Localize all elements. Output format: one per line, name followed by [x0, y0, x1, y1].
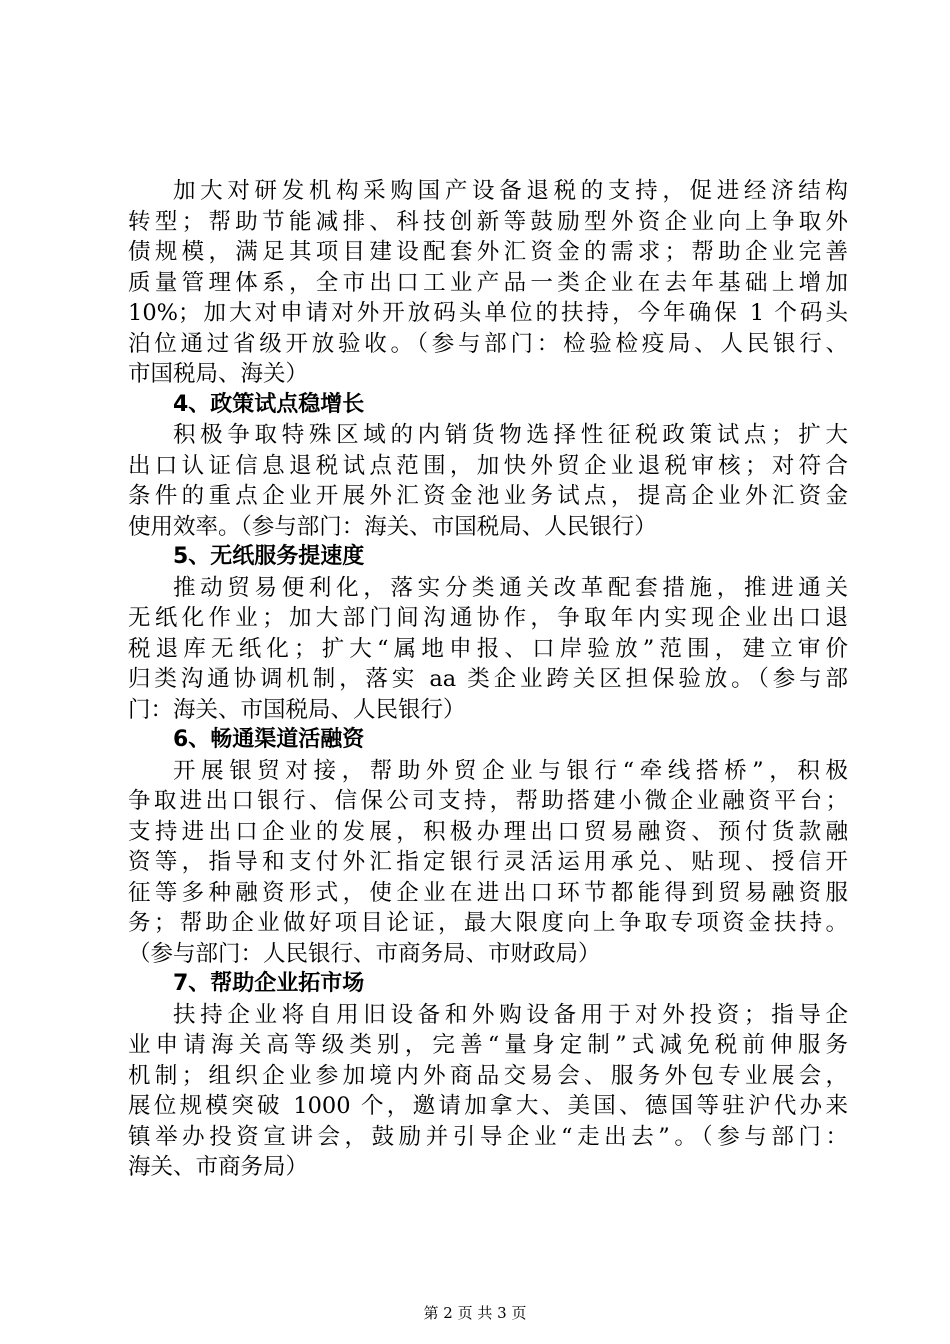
paragraph-section-4: [128, 420, 848, 542]
text-line: 积极争取特殊区域的内销货物选择性征税政策试点；扩大: [173, 422, 848, 448]
text-line: 债规模，满足其项目建设配套外汇资金的需求；帮助企业完善: [128, 239, 848, 265]
text-line: 支持进出口企业的发展，积极办理出口贸易融资、预付货款融: [128, 818, 848, 845]
section-heading: 7、帮助企业拓市场: [173, 971, 365, 996]
text-line: 展位规模突破 1000 个，邀请加拿大、美国、德国等驻沪代办来: [128, 1093, 848, 1119]
text-line: 转型；帮助节能减排、科技创新等鼓励型外资企业向上争取外: [128, 208, 848, 235]
paragraph-intro: [128, 176, 848, 390]
paragraph-section-5: [128, 573, 848, 726]
text-line: 海关、市商务局）: [128, 1154, 309, 1180]
text-line: 征等多种融资形式，使企业在进出口环节都能得到贸易融资服: [128, 879, 848, 906]
document-body: [128, 176, 848, 1183]
text-line: 10%；加大对申请对外开放码头单位的扶持，今年确保 1 个码头: [128, 300, 848, 326]
text-line: 资等，指导和支付外汇指定银行灵活运用承兑、贴现、授信开: [128, 849, 848, 875]
paragraph-section-6: [128, 756, 848, 970]
text-line: 泊位通过省级开放验收。（参与部门：检验检疫局、人民银行、: [128, 330, 848, 357]
section-heading: 6、畅通渠道活融资: [173, 727, 365, 752]
text-line: 条件的重点企业开展外汇资金池业务试点，提高企业外汇资金: [128, 483, 848, 509]
paragraph-section-7: [128, 1000, 848, 1183]
text-line: 扶持企业将自用旧设备和外购设备用于对外投资；指导企: [173, 1001, 848, 1028]
text-line: 市国税局、海关）: [128, 361, 309, 387]
text-line: 税退库无纸化；扩大“属地申报、口岸验放”范围，建立审价: [128, 635, 848, 662]
text-line: 镇举办投资宣讲会，鼓励并引导企业“走出去”。（参与部门：: [128, 1123, 848, 1150]
text-line: 务；帮助企业做好项目论证，最大限度向上争取专项资金扶持。: [128, 910, 848, 936]
text-line: 开展银贸对接，帮助外贸企业与银行“牵线搭桥”，积极: [173, 757, 848, 784]
page-number-footer: 第 2 页 共 3 页: [423, 1304, 527, 1322]
text-line: 归类沟通协调机制，落实 aa 类企业跨关区担保验放。（参与部: [128, 666, 848, 692]
text-line: 机制；组织企业参加境内外商品交易会、服务外包专业展会，: [128, 1062, 848, 1089]
text-line: 出口认证信息退税试点范围，加快外贸企业退税审核；对符合: [128, 452, 848, 479]
text-line: 争取进出口银行、信保公司支持，帮助搭建小微企业融资平台；: [128, 788, 848, 814]
text-line: 业申请海关高等级类别，完善“量身定制”式减免税前伸服务: [128, 1032, 848, 1058]
text-line: 质量管理体系，全市出口工业产品一类企业在去年基础上增加: [128, 269, 848, 296]
text-line: （参与部门：人民银行、市商务局、市财政局）: [128, 940, 601, 967]
text-line: 加大对研发机构采购国产设备退税的支持，促进经济结构: [173, 178, 848, 204]
text-line: 门：海关、市国税局、人民银行）: [128, 696, 466, 723]
text-line: 使用效率。（参与部门：海关、市国税局、人民银行）: [128, 513, 657, 540]
text-line: 推动贸易便利化，落实分类通关改革配套措施，推进通关: [173, 574, 848, 601]
text-line: 无纸化作业；加大部门间沟通协作，争取年内实现企业出口退: [128, 605, 848, 631]
section-heading: 5、无纸服务提速度: [173, 544, 365, 569]
section-heading: 4、政策试点稳增长: [173, 391, 365, 417]
